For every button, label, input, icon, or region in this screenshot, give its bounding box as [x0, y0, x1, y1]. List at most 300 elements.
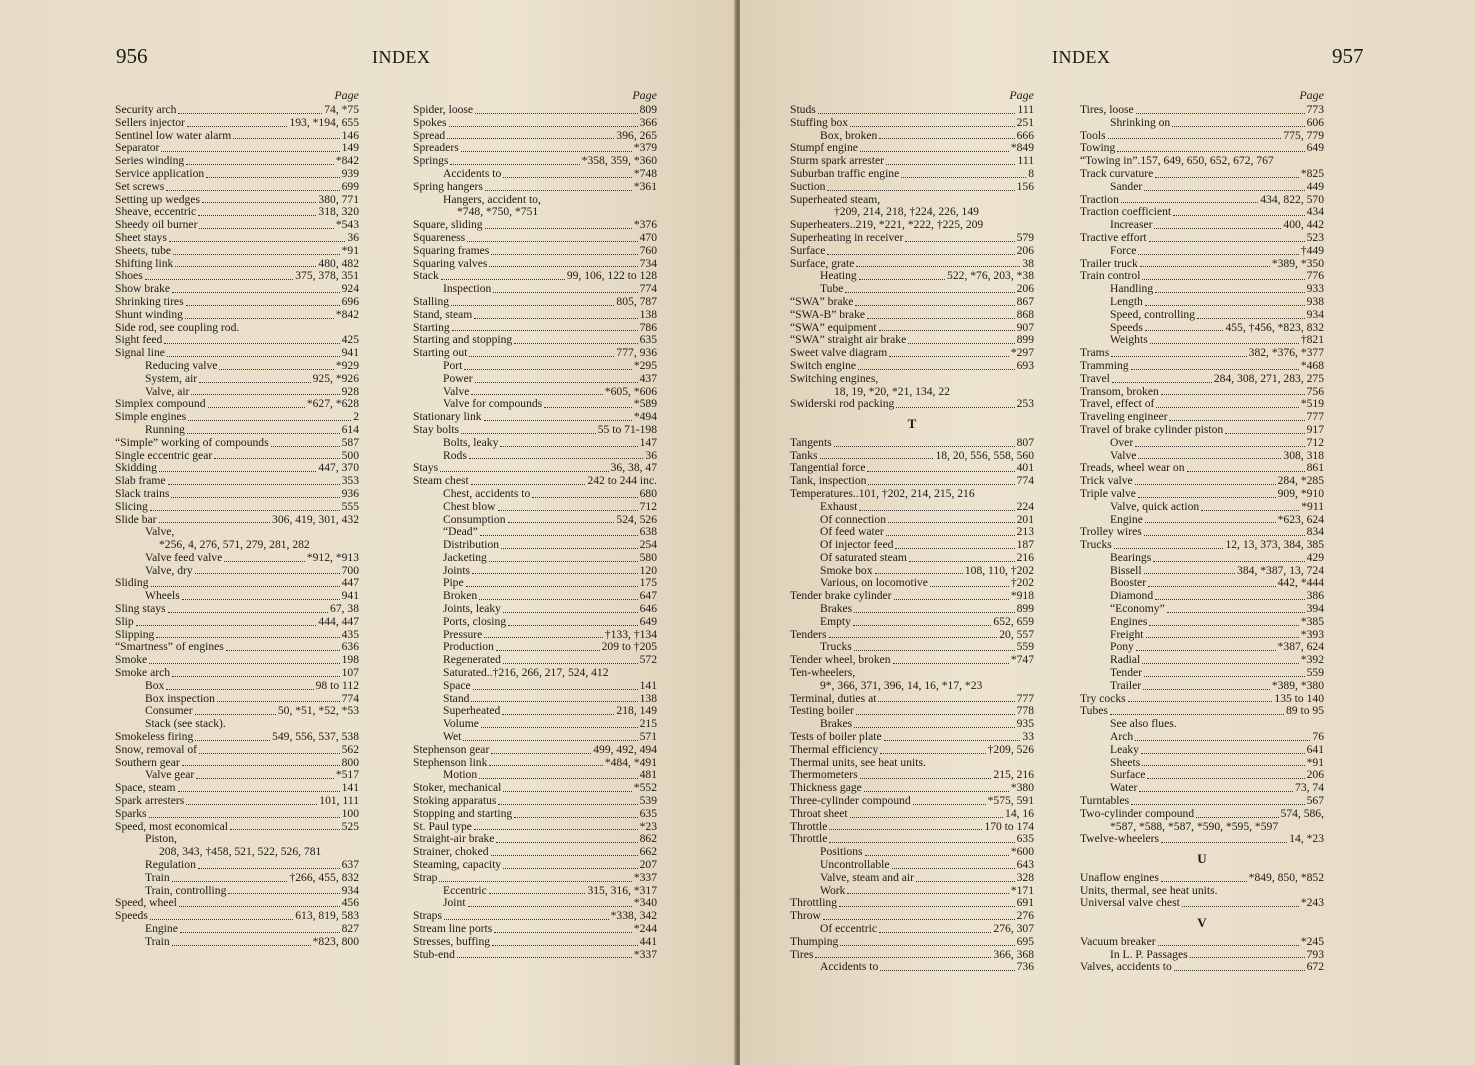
entry-pages: *389, *380 — [1271, 678, 1324, 692]
entry-pages: 36 — [645, 448, 657, 462]
entry-pages: 213 — [1016, 525, 1034, 539]
entry-term: Trolley wires — [1080, 525, 1142, 539]
dot-leader — [226, 641, 340, 651]
entry-term: Stoking apparatus — [413, 794, 497, 808]
entry-term: Sight feed — [115, 333, 163, 347]
dot-leader — [867, 309, 1015, 319]
entry-pages: 807 — [1016, 435, 1034, 449]
dot-leader — [886, 155, 1015, 165]
index-entry — [1080, 475, 1324, 488]
dot-leader — [908, 334, 1014, 344]
entry-term: Valve, quick action — [1110, 499, 1200, 513]
entry-pages: 777 — [1016, 691, 1034, 705]
entry-pages: *600 — [1010, 845, 1034, 859]
entry-term: “Economy” — [1110, 602, 1165, 616]
entry-term: Valve, — [145, 525, 175, 539]
dot-leader — [489, 258, 637, 268]
dot-leader — [182, 590, 340, 600]
dot-leader — [196, 769, 334, 779]
page-number: 957 — [1332, 44, 1364, 68]
index-entry — [790, 859, 1034, 872]
entry-term: Regenerated — [443, 653, 501, 667]
entry-pages: †266, 455, 832 — [289, 870, 359, 884]
dot-leader — [188, 411, 351, 421]
entry-pages: 67, 38 — [330, 602, 359, 616]
dot-leader — [485, 219, 632, 229]
entry-pages: *842 — [335, 307, 359, 321]
dot-leader — [136, 616, 317, 626]
entry-term: Valve for compounds — [443, 397, 543, 411]
dot-leader — [913, 795, 986, 805]
entry-pages: 696 — [341, 294, 359, 308]
index-entry — [1080, 130, 1324, 143]
dot-leader — [850, 117, 1015, 127]
dot-leader — [195, 731, 270, 741]
dot-leader — [1111, 347, 1246, 357]
dot-leader — [1138, 450, 1281, 460]
entry-pages: 571 — [639, 730, 657, 744]
entry-term: Sweet valve diagram — [790, 346, 888, 360]
index-entry — [115, 667, 359, 680]
entry-pages: 522, *76, 203, *38 — [947, 269, 1034, 283]
entry-pages: 793 — [1306, 947, 1324, 961]
dot-leader — [481, 718, 638, 728]
dot-leader — [168, 603, 328, 613]
entry-term: 18, 19, *20, *21, 134, 22 — [834, 384, 950, 398]
entry-term: Sparks — [115, 806, 147, 820]
entry-pages: 242 to 244 inc. — [587, 474, 657, 488]
entry-term: Stub-end — [413, 947, 455, 961]
index-entry — [790, 872, 1034, 885]
dot-leader — [514, 334, 637, 344]
entry-term: Shrinking tires — [115, 294, 184, 308]
entry-pages: †821 — [1300, 333, 1324, 347]
running-head: INDEX — [1052, 47, 1111, 67]
entry-term: Of eccentric — [820, 922, 877, 935]
dot-leader — [1136, 104, 1305, 114]
index-entry — [413, 117, 657, 130]
dot-leader — [827, 245, 1014, 255]
entry-pages: 20, 557 — [999, 627, 1034, 641]
index-entry — [115, 872, 359, 885]
dot-leader — [856, 705, 1015, 715]
entry-pages: 805, 787 — [616, 294, 657, 308]
index-entry — [413, 872, 657, 885]
entry-pages: 215 — [639, 717, 657, 731]
entry-term: Thermal units, see heat units. — [790, 755, 926, 769]
dot-leader — [469, 450, 644, 460]
entry-pages: *849 — [1010, 141, 1034, 155]
entry-pages: 366 — [639, 115, 657, 129]
entry-term: Box inspection — [145, 691, 215, 705]
entry-term: Train control — [1080, 269, 1141, 283]
dot-leader — [503, 603, 638, 613]
index-entry — [115, 936, 359, 949]
entry-pages: 635 — [639, 806, 657, 820]
entry-pages: 907 — [1016, 320, 1034, 334]
entry-term: Length — [1110, 294, 1143, 308]
dot-leader — [1173, 206, 1304, 216]
dot-leader — [489, 757, 602, 767]
index-entry — [413, 181, 657, 194]
entry-term: Switch engine — [790, 358, 857, 372]
dot-leader — [858, 360, 1015, 370]
entry-pages: 175 — [639, 576, 657, 590]
entry-pages: 435 — [341, 627, 359, 641]
index-entry — [115, 104, 359, 117]
entry-term: Side rod, see coupling rod. — [115, 320, 240, 334]
dot-leader — [834, 437, 1015, 447]
entry-term: Turntables — [1080, 794, 1130, 808]
entry-pages: *517 — [335, 768, 359, 782]
dot-leader — [829, 629, 998, 639]
entry-pages: 933 — [1306, 282, 1324, 296]
index-entry — [115, 552, 359, 565]
entry-term: Handling — [1110, 282, 1154, 296]
index-column-2 — [413, 88, 657, 961]
dot-leader — [503, 654, 638, 664]
entry-term: Straps — [413, 909, 442, 923]
entry-term: Smoke — [115, 653, 148, 667]
index-entry — [413, 859, 657, 872]
entry-term: Travel of brake cylinder piston — [1080, 422, 1224, 436]
entry-term: Service application — [115, 166, 205, 180]
entry-term: Speeds — [1110, 320, 1143, 334]
entry-term: Sheave, eccentric — [115, 205, 197, 219]
index-entry — [115, 603, 359, 616]
entry-pages: 666 — [1016, 128, 1034, 142]
index-entry — [790, 245, 1034, 258]
entry-pages: *297 — [1010, 346, 1034, 360]
entry-term: Stream line ports — [413, 922, 493, 935]
dot-leader — [186, 296, 340, 306]
index-entry — [790, 616, 1034, 629]
entry-term: Shoes — [115, 269, 143, 283]
dot-leader — [489, 552, 638, 562]
dot-leader — [469, 347, 614, 357]
dot-leader — [159, 514, 271, 524]
entry-term: Joint — [443, 896, 466, 910]
entry-pages: 442, *444 — [1277, 576, 1324, 590]
index-entry — [1080, 872, 1324, 885]
entry-term: Sander — [1110, 179, 1143, 193]
entry-term: Steaming, capacity — [413, 858, 502, 872]
dot-leader — [1187, 462, 1305, 472]
index-entry — [115, 616, 359, 629]
entry-term: Stoker, mechanical — [413, 781, 502, 795]
entry-pages: 800 — [341, 755, 359, 769]
entry-term: St. Paul type — [413, 819, 472, 833]
dot-leader — [457, 949, 632, 959]
column-header: Page — [1299, 88, 1324, 102]
dot-leader — [892, 859, 1015, 869]
index-entry — [790, 552, 1034, 565]
index-entry — [115, 309, 359, 322]
dot-leader — [856, 258, 1020, 268]
dot-leader — [1138, 488, 1276, 498]
entry-term: Sentinel low water alarm — [115, 128, 232, 142]
index-entry — [115, 296, 359, 309]
index-entry — [413, 808, 657, 821]
dot-leader — [868, 475, 1014, 485]
entry-pages: 135 to 140 — [1274, 691, 1324, 705]
entry-pages: *823, 800 — [312, 934, 359, 948]
dot-leader — [893, 654, 1009, 664]
entry-pages: 774 — [639, 282, 657, 296]
dot-leader — [1155, 590, 1304, 600]
entry-term: Single eccentric gear — [115, 448, 213, 462]
index-entry — [1080, 411, 1324, 424]
entry-pages: *468 — [1300, 358, 1324, 372]
entry-term: *256, 4, 276, 571, 279, 281, 282 — [159, 538, 310, 552]
dot-leader — [475, 104, 638, 114]
dot-leader — [1146, 629, 1299, 639]
entry-pages: 613, 819, 583 — [295, 909, 359, 923]
dot-leader — [827, 181, 1014, 191]
dot-leader — [1149, 616, 1298, 626]
entry-term: Throttling — [790, 896, 838, 910]
entry-pages: 635 — [639, 333, 657, 347]
dot-leader — [1144, 667, 1305, 677]
entry-term: Pony — [1110, 640, 1134, 654]
index-entry — [790, 961, 1034, 974]
entry-term: Spokes — [413, 115, 447, 129]
entry-term: Leaky — [1110, 742, 1139, 756]
entry-term: Stephenson link — [413, 755, 488, 769]
entry-term: Slicing — [115, 499, 148, 513]
entry-term: Trailer truck — [1080, 256, 1138, 270]
dot-leader — [451, 296, 614, 306]
dot-leader — [829, 821, 982, 831]
dot-leader — [187, 117, 288, 127]
entry-term: Engines — [1110, 614, 1148, 628]
entry-term: Shrinking on — [1110, 115, 1171, 129]
entry-pages: 499, 492, 494 — [593, 742, 657, 756]
dot-leader — [1161, 386, 1305, 396]
dot-leader — [191, 386, 339, 396]
entry-pages: 643 — [1016, 858, 1034, 872]
entry-term: Of connection — [820, 512, 886, 526]
entry-pages: 777 — [1306, 410, 1324, 424]
index-entry — [790, 488, 1034, 501]
index-entry — [115, 923, 359, 936]
entry-pages: 777, 936 — [616, 346, 657, 360]
entry-term: Simple engines — [115, 410, 187, 424]
entry-term: Throat sheet — [790, 806, 848, 820]
dot-leader — [879, 322, 1015, 332]
entry-term: Increaser — [1110, 218, 1153, 232]
entry-pages: 649 — [639, 614, 657, 628]
entry-term: Tanks — [790, 448, 818, 462]
dot-leader — [1155, 283, 1304, 293]
dot-leader — [171, 488, 339, 498]
entry-term: Security arch — [115, 103, 177, 116]
entry-pages: 149 — [341, 141, 359, 155]
index-entry — [115, 859, 359, 872]
index-entry — [1080, 309, 1324, 322]
entry-term: Suction — [790, 179, 826, 193]
entry-pages: *91 — [1306, 755, 1324, 769]
entry-pages: 606 — [1306, 115, 1324, 129]
entry-term: Accidents to — [820, 960, 879, 974]
dot-leader — [167, 347, 340, 357]
entry-term: Tangents — [790, 435, 832, 449]
dot-leader — [449, 117, 638, 127]
entry-term: Broken — [443, 589, 478, 603]
index-entry — [115, 168, 359, 181]
left-page — [0, 0, 736, 1065]
entry-pages: 579 — [1016, 230, 1034, 244]
entry-pages: 8 — [1028, 166, 1034, 180]
entry-term: Thumping — [790, 934, 839, 948]
entry-pages: 98 to 112 — [315, 678, 359, 692]
entry-term: Sellers injector — [115, 115, 185, 129]
entry-pages: *627, *628 — [306, 397, 359, 411]
entry-term: Squaring frames — [413, 243, 490, 257]
entry-pages: 939 — [341, 166, 359, 180]
entry-term: Empty — [820, 614, 851, 628]
entry-term: Box — [145, 678, 165, 692]
entry-pages: 14, *23 — [1289, 832, 1324, 846]
dot-leader — [202, 194, 316, 204]
entry-pages: 778 — [1016, 704, 1034, 718]
entry-term: Starting — [413, 320, 450, 334]
entry-pages: 434, 822, 570 — [1260, 192, 1324, 206]
dot-leader — [879, 130, 1014, 140]
dot-leader — [1153, 552, 1304, 562]
dot-leader — [1147, 769, 1304, 779]
entry-term: In L. P. Passages — [1110, 947, 1188, 961]
dot-leader — [880, 744, 985, 754]
index-entry — [1080, 603, 1324, 616]
index-entry — [413, 949, 657, 962]
entry-pages: 218, 149 — [616, 704, 657, 718]
entry-pages: 868 — [1016, 307, 1034, 321]
entry-term: Uncontrollable — [820, 858, 890, 872]
index-entry — [413, 680, 657, 693]
dot-leader — [441, 270, 565, 280]
index-column-3 — [790, 88, 1034, 974]
dot-leader — [498, 795, 637, 805]
entry-pages: 308, 318 — [1283, 448, 1324, 462]
entry-term: Regulation — [145, 858, 196, 872]
dot-leader — [909, 552, 1015, 562]
index-entry — [1080, 488, 1324, 501]
entry-term: Various, on locomotive — [820, 576, 928, 590]
dot-leader — [901, 168, 1026, 178]
entry-pages: 366, 368 — [993, 947, 1034, 961]
entry-pages: 187 — [1016, 538, 1034, 552]
running-head: INDEX — [372, 47, 431, 67]
entry-pages: 734 — [639, 256, 657, 270]
entry-term: Spread — [413, 128, 446, 142]
index-entry — [1080, 360, 1324, 373]
dot-leader — [475, 373, 638, 383]
entry-pages: 138 — [639, 691, 657, 705]
entry-term: Box, broken — [820, 128, 878, 142]
dot-leader — [884, 731, 1021, 741]
entry-pages: 284, *285 — [1277, 474, 1324, 488]
dot-leader — [484, 411, 632, 421]
entry-pages: 156 — [1016, 179, 1034, 193]
entry-term: 208, 343, †458, 521, 522, 526, 781 — [159, 845, 322, 859]
dot-leader — [479, 590, 637, 600]
section-letter: V — [1197, 915, 1207, 931]
entry-pages: 700 — [341, 563, 359, 577]
entry-term: Stay bolts — [413, 422, 460, 436]
entry-pages: *295 — [633, 358, 657, 372]
entry-term: Booster — [1110, 576, 1147, 590]
dot-leader — [1128, 693, 1273, 703]
entry-term: Slip — [115, 614, 134, 628]
entry-pages: 253 — [1016, 397, 1034, 411]
dot-leader — [450, 155, 579, 165]
index-entry — [1080, 501, 1324, 514]
dot-leader — [820, 450, 934, 460]
entry-pages: 276 — [1016, 909, 1034, 923]
dot-leader — [1161, 833, 1287, 843]
dot-leader — [1144, 565, 1235, 575]
entry-pages: *484, *491 — [604, 755, 657, 769]
entry-term: Work — [820, 883, 846, 897]
dot-leader — [471, 693, 637, 703]
entry-term: Two-cylinder compound — [1080, 806, 1195, 820]
entry-term: Squaring valves — [413, 256, 488, 270]
entry-term: Switching engines, — [790, 371, 879, 385]
page-number: 956 — [116, 44, 148, 68]
entry-pages: *91 — [341, 243, 359, 257]
entry-pages: 455, †456, *823, 832 — [1225, 320, 1324, 334]
dot-leader — [496, 833, 637, 843]
entry-term: Swiderski rod packing — [790, 397, 895, 411]
index-entry — [1080, 373, 1324, 386]
entry-term: Chest blow — [443, 499, 496, 513]
dot-leader — [178, 104, 322, 114]
dot-leader — [463, 731, 637, 741]
entry-term: Valve gear — [145, 768, 195, 782]
dot-leader — [150, 910, 293, 920]
index-entry — [115, 795, 359, 808]
dot-leader — [187, 424, 340, 434]
dot-leader — [491, 846, 638, 856]
entry-term: Sling stays — [115, 602, 166, 616]
dot-leader — [815, 949, 991, 959]
index-entry-list — [1080, 104, 1324, 974]
dot-leader — [1174, 961, 1305, 971]
entry-pages: 401 — [1016, 461, 1034, 475]
dot-leader — [172, 667, 340, 677]
entry-term: See also flues. — [1110, 717, 1177, 731]
entry-term: Joints, leaky — [443, 602, 501, 616]
dot-leader — [464, 360, 631, 370]
dot-leader — [1108, 130, 1282, 140]
dot-leader — [198, 206, 316, 216]
dot-leader — [859, 501, 1014, 511]
entry-pages: 375, 378, 351 — [295, 269, 359, 283]
entry-term: Squareness — [413, 230, 466, 244]
entry-pages: 638 — [639, 525, 657, 539]
entry-term: Speed, most economical — [115, 819, 229, 833]
dot-leader — [867, 462, 1014, 472]
entry-pages: *849, 850, *852 — [1248, 870, 1324, 884]
entry-term: Tank, inspection — [790, 474, 867, 488]
index-entry — [1080, 808, 1324, 821]
entry-pages: 760 — [639, 243, 657, 257]
dot-leader — [860, 142, 1009, 152]
index-entry — [115, 808, 359, 821]
dot-leader — [1161, 872, 1247, 882]
entry-term: Superheated steam, — [790, 192, 881, 206]
